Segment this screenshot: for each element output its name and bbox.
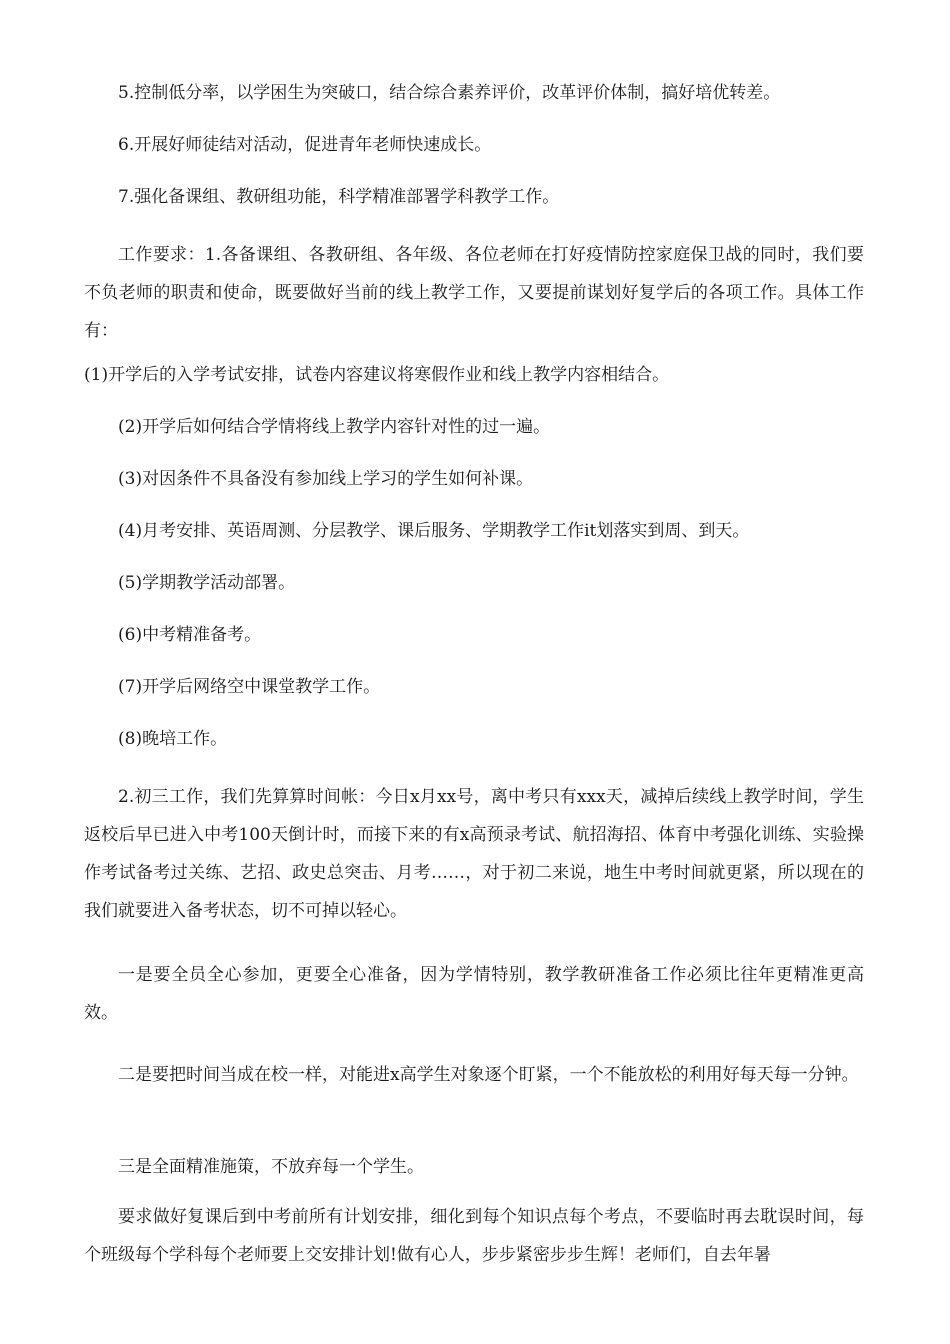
paragraph-point-two: 二是要把时间当成在校一样，对能进x高学生对象逐个盯紧，一个不能放松的利用好每天每一分钟。 <box>118 1065 859 1085</box>
list-item-4: (4)月考安排、英语周测、分层教学、课后服务、学期教学工作it划落实到周、到天。 <box>118 521 750 541</box>
list-item-7: (7)开学后网络空中课堂教学工作。 <box>118 677 381 697</box>
list-item-5: (5)学期教学活动部署。 <box>118 573 296 593</box>
paragraph-plan-requirements: 要求做好复课后到中考前所有计划安排，细化到每个知识点每个考点，不要临时再去耽误时间，每个班级每个学科每个老师要上交安排计划!做有心人，步步紧密步步生辉！老师们，自去年暑 <box>84 1207 864 1265</box>
paragraph-item-7: 7.强化备课组、教研组功能，科学精准部署学科教学工作。 <box>118 187 560 207</box>
paragraph-grade-nine-work: 2.初三工作，我们先算算时间帐：今日x月xx号，离中考只有xxx天，减掉后续线上教学时间，学生返校后早已进入中考100天倒计时，而接下来的有x高预录考试、航招海招、体育中考强化训练、实验操作考试备考过关练、艺招、政史总突击、月考……，对于初二来说，地生中考时间就更紧，所以现在的我们就要进入备考状态，切不可掉以轻心。 <box>84 787 864 921</box>
list-item-2: (2)开学后如何结合学情将线上教学内容针对性的过一遍。 <box>118 417 551 437</box>
paragraph-item-6: 6.开展好师徒结对活动，促进青年老师快速成长。 <box>118 135 492 155</box>
paragraph-point-three: 三是全面精准施策，不放弃每一个学生。 <box>118 1157 424 1177</box>
paragraph-work-requirements: 工作要求：1.各备课组、各教研组、各年级、各位老师在打好疫情防控家庭保卫战的同时，我们要不负老师的职责和使命，既要做好当前的线上教学工作，又要提前谋划好复学后的各项工作。具体工作有： <box>84 245 864 341</box>
list-item-1: (1)开学后的入学考试安排，试卷内容建议将寒假作业和线上教学内容相结合。 <box>84 365 670 385</box>
paragraph-point-one: 一是要全员全心参加，更要全心准备，因为学情特别，教学教研准备工作必须比往年更精准更高效。 <box>84 965 864 1023</box>
list-item-3: (3)对因条件不具备没有参加线上学习的学生如何补课。 <box>118 469 534 489</box>
paragraph-item-5: 5.控制低分率，以学困生为突破口，结合综合素养评价，改革评价体制，搞好培优转差。 <box>118 83 781 103</box>
list-item-8: (8)晚培工作。 <box>118 729 228 749</box>
list-item-6: (6)中考精准备考。 <box>118 625 262 645</box>
